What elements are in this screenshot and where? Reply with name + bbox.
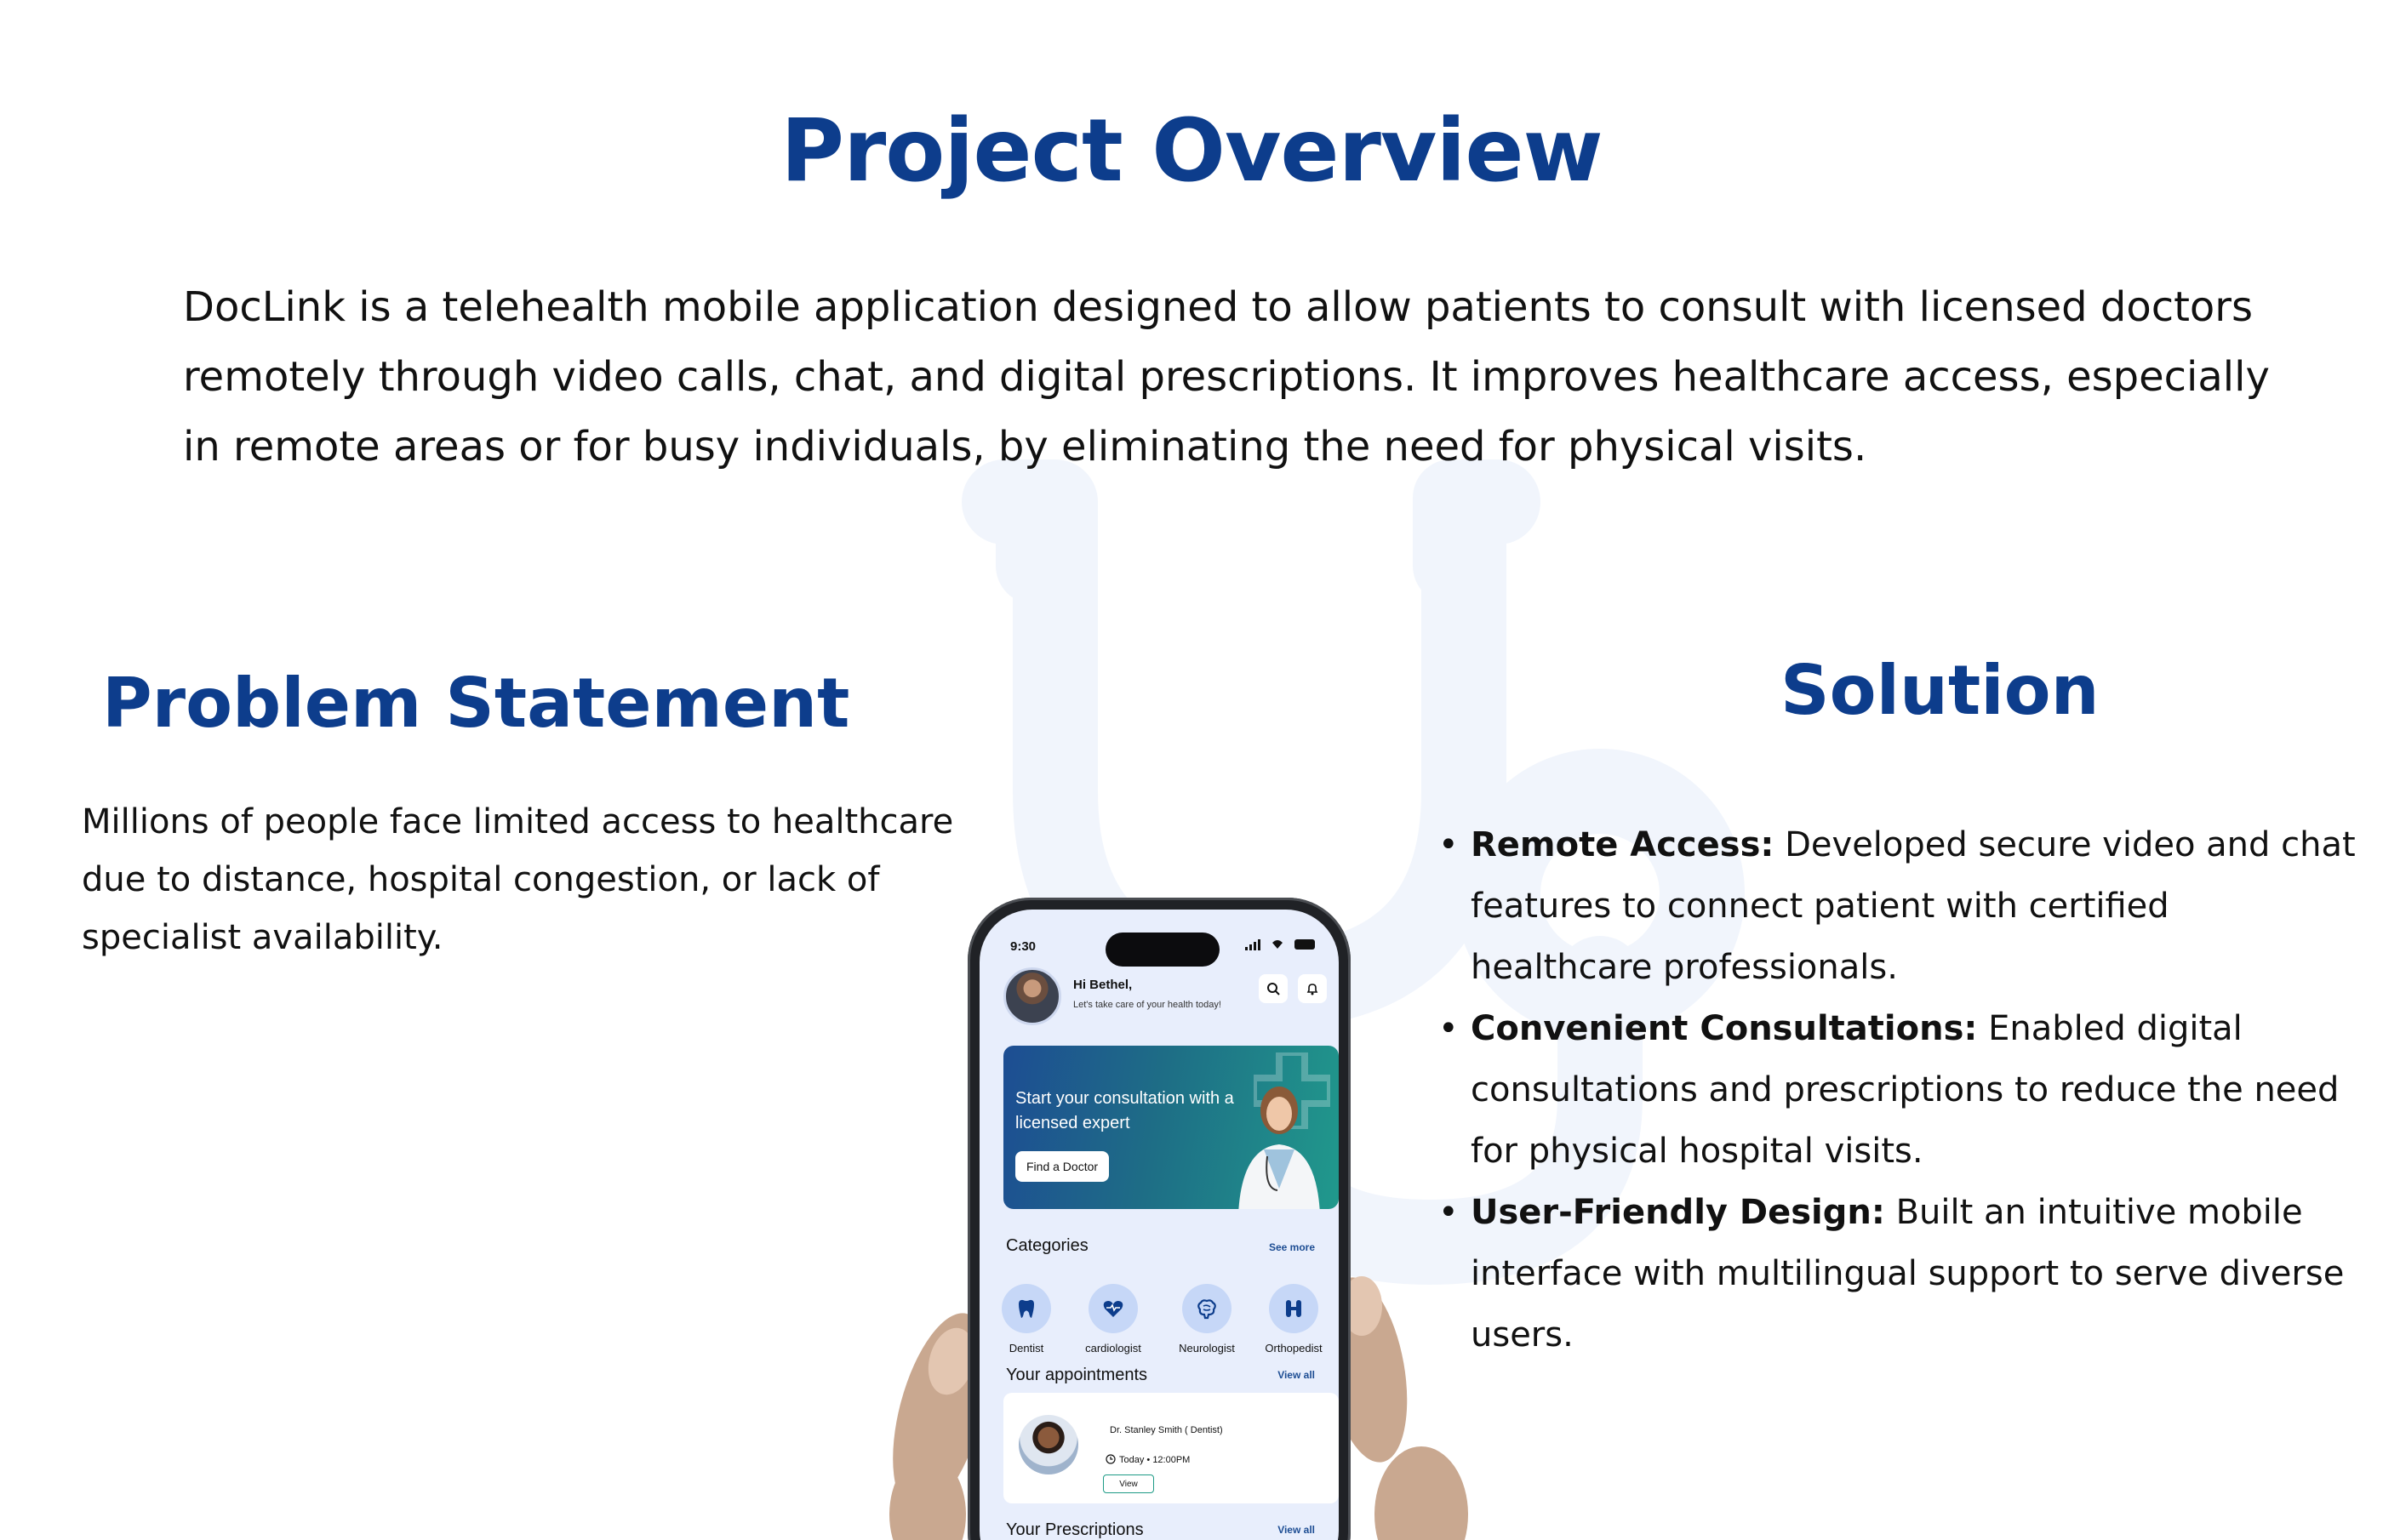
signal-icon bbox=[1245, 938, 1260, 950]
doctor-avatar bbox=[1019, 1415, 1078, 1474]
solution-item bbox=[1438, 998, 2357, 1182]
consultation-banner bbox=[1003, 1046, 1339, 1209]
category-label: Orthopedist bbox=[1265, 1342, 1323, 1355]
bullet: • bbox=[1438, 1009, 1459, 1048]
category-label: Dentist bbox=[1009, 1342, 1044, 1355]
prescriptions-label: Your Prescriptions bbox=[1006, 1520, 1144, 1539]
wifi-icon bbox=[1271, 939, 1284, 950]
view-appointment-button[interactable]: View bbox=[1103, 1474, 1154, 1493]
category-label: cardiologist bbox=[1085, 1342, 1141, 1355]
see-more-link[interactable]: See more bbox=[1268, 1241, 1315, 1253]
solution-item-label: Remote Access: bbox=[1471, 825, 1774, 864]
brain-icon bbox=[1182, 1284, 1232, 1333]
tooth-icon bbox=[1002, 1284, 1051, 1333]
status-time: 9:30 bbox=[1010, 939, 1037, 954]
category-cardiologist[interactable] bbox=[1075, 1284, 1151, 1355]
appointment-time bbox=[1106, 1454, 1190, 1465]
phone-mockup bbox=[968, 898, 1351, 1540]
appointment-card[interactable] bbox=[1003, 1393, 1339, 1503]
appointment-doctor: Dr. Stanley Smith ( Dentist) bbox=[1110, 1425, 1223, 1435]
battery-icon bbox=[1294, 939, 1315, 950]
solution-item-text: Enabled digital consultations and prescriptions to reduce the need for physical hospital visits. bbox=[1471, 1009, 2340, 1171]
status-icons bbox=[1245, 938, 1315, 950]
overview-text: DocLink is a telehealth mobile application designed to allow patients to consult with licensed doctors remotely through video calls, chat, and digital prescriptions. It improves healthcare access, especially in remote areas or for busy individuals, by eliminating the need for physical visits. bbox=[183, 283, 2270, 471]
phone-screen bbox=[980, 910, 1339, 1540]
solution-item bbox=[1438, 814, 2357, 998]
appointments-label: Your appointments bbox=[1006, 1366, 1148, 1384]
view-all-prescriptions-link[interactable]: View all bbox=[1277, 1524, 1315, 1536]
banner-text: Start your consultation with a licensed expert bbox=[1015, 1089, 1234, 1132]
bullet: • bbox=[1438, 825, 1459, 864]
dynamic-island bbox=[1106, 933, 1220, 967]
solution-title: Solution bbox=[1780, 651, 2100, 730]
clock-icon bbox=[1106, 1454, 1116, 1464]
doctor-illustration bbox=[1230, 1078, 1323, 1209]
greeting: Hi Bethel, bbox=[1073, 978, 1133, 992]
find-doctor-button[interactable]: Find a Doctor bbox=[1015, 1151, 1109, 1182]
bell-icon[interactable] bbox=[1298, 974, 1327, 1003]
solution-item-text: Developed secure video and chat features to connect patient with certified healthcare professionals. bbox=[1471, 825, 2356, 987]
view-all-appointments-link[interactable]: View all bbox=[1277, 1369, 1315, 1381]
solution-item-text: Built an intuitive mobile interface with multilingual support to serve diverse users. bbox=[1471, 1193, 2345, 1355]
problem-text: Millions of people face limited access to healthcare due to distance, hospital congestion, or lack of specialist availability. bbox=[82, 802, 954, 957]
problem-title: Problem Statement bbox=[102, 664, 850, 743]
search-icon[interactable] bbox=[1259, 974, 1288, 1003]
appointment-time-text: Today • 12:00PM bbox=[1119, 1455, 1191, 1465]
user-avatar[interactable] bbox=[1003, 967, 1061, 1025]
category-label: Neurologist bbox=[1179, 1342, 1235, 1355]
solution-list bbox=[1438, 814, 2357, 1366]
solution-item-label: Convenient Consultations: bbox=[1471, 1009, 1978, 1048]
categories-label: Categories bbox=[1006, 1236, 1089, 1255]
bone-icon bbox=[1269, 1284, 1318, 1333]
heart-icon bbox=[1089, 1284, 1138, 1333]
bullet: • bbox=[1438, 1193, 1459, 1232]
solution-item bbox=[1438, 1182, 2357, 1366]
greeting-subtitle: Let's take care of your health today! bbox=[1073, 1000, 1221, 1010]
solution-item-label: User-Friendly Design: bbox=[1471, 1193, 1885, 1232]
overview-title: Project Overview bbox=[780, 100, 1603, 202]
category-dentist[interactable] bbox=[988, 1284, 1065, 1355]
category-neurologist[interactable] bbox=[1169, 1284, 1245, 1355]
category-orthopedist[interactable] bbox=[1255, 1284, 1332, 1355]
